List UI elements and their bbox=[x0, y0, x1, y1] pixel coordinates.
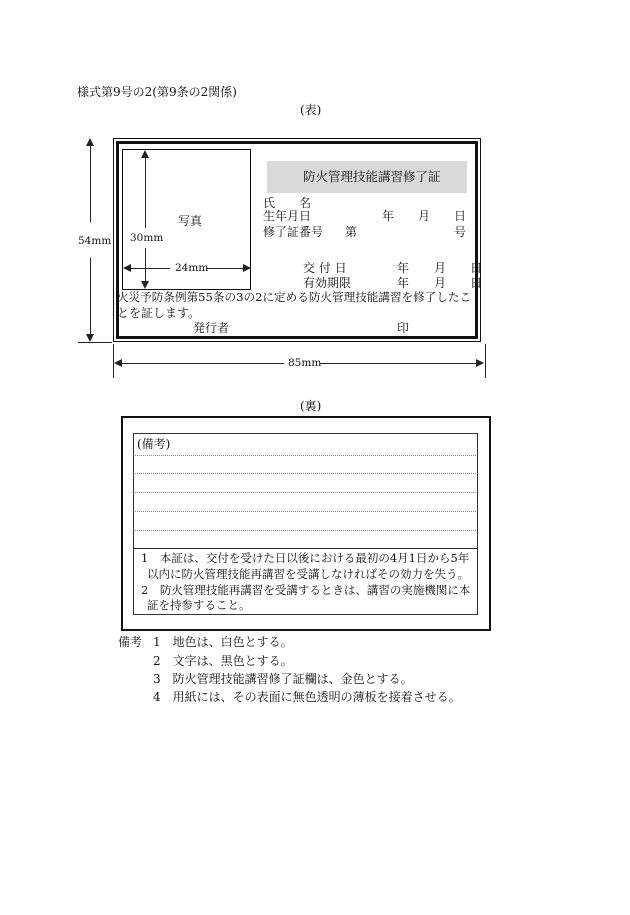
issue-day: 日 bbox=[470, 261, 483, 275]
name-label: 氏 名 bbox=[263, 196, 312, 210]
front-label: (表) bbox=[300, 103, 322, 117]
card-title: 防火管理技能講習修了証 bbox=[303, 169, 441, 184]
statement-line-2: とを証します。 bbox=[117, 306, 201, 320]
height-dimension-label: 54mm bbox=[78, 235, 112, 247]
issue-month: 月 bbox=[434, 261, 447, 275]
issuer-label: 発行者 bbox=[193, 321, 230, 335]
back-note-1-line-1: 1 本証は、交付を受けた日以後における最初の4月1日から5年 bbox=[141, 551, 470, 565]
back-note-1-line-2: 以内に防火管理技能再講習を受講しなければその効力を失う。 bbox=[147, 567, 469, 581]
birth-label: 生年月日 bbox=[263, 209, 312, 223]
remarks-divider bbox=[134, 548, 477, 549]
footnote-item: 1 地色は、白色とする。 bbox=[153, 635, 293, 649]
issue-date-label: 交 付 日 bbox=[303, 261, 347, 275]
birth-month: 月 bbox=[418, 209, 431, 223]
photo-width-arrow-right bbox=[243, 264, 251, 272]
form-title: 様式第9号の2(第9条の2関係) bbox=[77, 85, 237, 99]
footnote-item: 3 防火管理技能講習修了証欄は、金色とする。 bbox=[153, 672, 413, 686]
footnote-item: 4 用紙には、その表面に無色透明の薄板を接着させる。 bbox=[153, 690, 461, 704]
cert-number-prefix: 第 bbox=[345, 225, 358, 239]
expiry-month: 月 bbox=[434, 276, 447, 290]
photo-width-label: 24mm bbox=[175, 262, 209, 274]
back-note-2-line-1: 2 防火管理技能再講習を受講するときは、講習の実施機関に本 bbox=[141, 583, 471, 597]
seal-label: 印 bbox=[397, 321, 410, 335]
back-note-2-line-2: 証を持参すること。 bbox=[147, 598, 251, 612]
birth-day: 日 bbox=[454, 209, 467, 223]
remarks-label: (備考) bbox=[137, 437, 171, 451]
photo-height-label: 30mm bbox=[130, 232, 164, 244]
issue-year: 年 bbox=[397, 261, 410, 275]
width-dimension-label: 85mm bbox=[288, 357, 322, 369]
cert-number-label: 修了証番号 bbox=[263, 225, 324, 239]
photo-label: 写真 bbox=[178, 214, 203, 228]
expiry-year: 年 bbox=[397, 276, 410, 290]
birth-year: 年 bbox=[382, 209, 395, 223]
expiry-label: 有効期限 bbox=[303, 276, 352, 290]
expiry-day: 日 bbox=[470, 276, 483, 290]
photo-height-arrow-down bbox=[141, 281, 149, 289]
footnotes-heading: 備考 bbox=[118, 635, 143, 649]
back-label: (裏) bbox=[300, 399, 322, 413]
footnote-item: 2 文字は、黒色とする。 bbox=[153, 654, 293, 668]
statement-line-1: 火災予防条例第55条の3の2に定める防火管理技能講習を修了したこ bbox=[117, 290, 472, 304]
cert-number-suffix: 号 bbox=[454, 225, 467, 239]
